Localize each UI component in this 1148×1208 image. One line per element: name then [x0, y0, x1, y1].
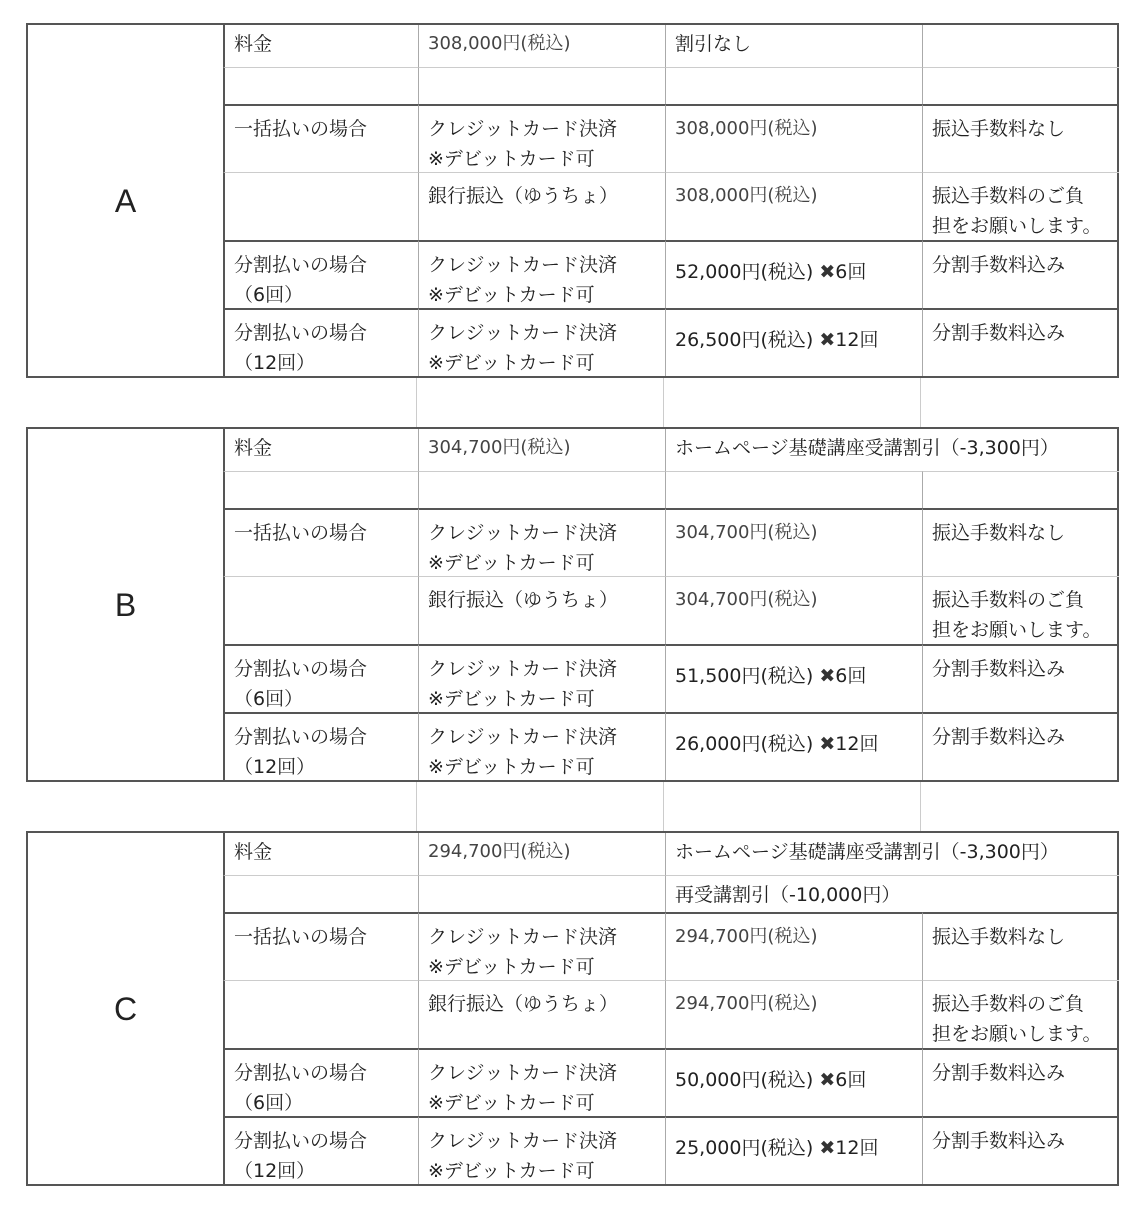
- empty-cell: [922, 471, 1119, 508]
- bank-note: [922, 172, 1119, 240]
- empty-cell: [223, 67, 418, 104]
- label-line: 分割払いの場合: [234, 658, 368, 680]
- lump-card-note: 振込手数料なし: [922, 508, 1119, 576]
- bank-transfer-method: 銀行振込（ゆうちょ）: [418, 172, 665, 240]
- label-line: （12回）: [234, 1160, 316, 1182]
- installment-note: 分割手数料込み: [922, 240, 1119, 308]
- card-line: クレジットカード決済: [428, 926, 617, 948]
- discount-label: ホームページ基礎講座受講割引（-3,300円）: [665, 429, 1119, 471]
- plan-letter: B: [114, 586, 137, 623]
- debit-note: ※デビットカード可: [428, 284, 595, 306]
- debit-note: ※デビットカード可: [428, 756, 595, 778]
- bank-note: [922, 576, 1119, 644]
- bank-transfer-method: 銀行振込（ゆうちょ）: [418, 980, 665, 1048]
- empty-cell: [418, 471, 665, 508]
- card-line: クレジットカード決済: [428, 522, 617, 544]
- fee-label: 料金: [223, 833, 418, 875]
- lump-sum-label: 一括払いの場合: [223, 104, 418, 172]
- label-line: 分割払いの場合: [234, 1062, 368, 1084]
- label-line: （12回）: [234, 352, 316, 374]
- credit-card-method: [418, 240, 665, 308]
- label-line: （6回）: [234, 688, 304, 710]
- empty-cell: [665, 67, 922, 104]
- bank-note-line: 振込手数料のご負: [932, 993, 1085, 1015]
- installment-12-price: [665, 1116, 922, 1184]
- lump-card-price: 304,700円(税込): [665, 508, 922, 576]
- lump-card-note: 振込手数料なし: [922, 912, 1119, 980]
- debit-note: ※デビットカード可: [428, 956, 595, 978]
- fee-label: 料金: [223, 429, 418, 471]
- installment-12-label: [223, 308, 418, 376]
- discount-label: 割引なし: [665, 25, 922, 67]
- bank-price: 304,700円(税込): [665, 576, 922, 644]
- card-line: クレジットカード決済: [428, 726, 617, 748]
- debit-note: ※デビットカード可: [428, 352, 595, 374]
- empty-cell: [922, 25, 1119, 67]
- fee-value: 304,700円(税込): [418, 429, 665, 471]
- empty-cell: [223, 980, 418, 1048]
- card-line: クレジットカード決済: [428, 1062, 617, 1084]
- bank-price: 308,000円(税込): [665, 172, 922, 240]
- discount-label-2: 再受講割引（-10,000円）: [665, 875, 1119, 912]
- installment-6-label: [223, 240, 418, 308]
- bank-note-line: 担をお願いします。: [932, 1023, 1102, 1045]
- credit-card-method: [418, 508, 665, 576]
- lump-sum-label: 一括払いの場合: [223, 508, 418, 576]
- plan-letter: C: [113, 990, 138, 1027]
- lump-card-price: 308,000円(税込): [665, 104, 922, 172]
- price-text: 51,500円(税込): [675, 665, 814, 687]
- debit-note: ※デビットカード可: [428, 148, 595, 170]
- label-line: （12回）: [234, 756, 316, 778]
- card-line: クレジットカード決済: [428, 658, 617, 680]
- plan-letter: A: [114, 182, 137, 219]
- label-line: 分割払いの場合: [234, 1130, 368, 1152]
- fee-value: 308,000円(税込): [418, 25, 665, 67]
- installment-note: 分割手数料込み: [922, 644, 1119, 712]
- card-line: クレジットカード決済: [428, 254, 617, 276]
- lump-sum-label: 一括払いの場合: [223, 912, 418, 980]
- debit-note: ※デビットカード可: [428, 688, 595, 710]
- installment-6-price: [665, 240, 922, 308]
- bank-price: 294,700円(税込): [665, 980, 922, 1048]
- installment-note: 分割手数料込み: [922, 712, 1119, 780]
- lump-card-price: 294,700円(税込): [665, 912, 922, 980]
- label-line: 分割払いの場合: [234, 322, 368, 344]
- installment-12-label: [223, 712, 418, 780]
- debit-note: ※デビットカード可: [428, 552, 595, 574]
- empty-cell: [223, 875, 418, 912]
- card-line: クレジットカード決済: [428, 118, 617, 140]
- installment-note: 分割手数料込み: [922, 308, 1119, 376]
- installment-6-label: [223, 1048, 418, 1116]
- bank-note-line: 担をお願いします。: [932, 215, 1102, 237]
- times-icon: ✖: [819, 733, 836, 755]
- price-text: 26,000円(税込): [675, 733, 814, 755]
- fee-label: 料金: [223, 25, 418, 67]
- label-line: （6回）: [234, 284, 304, 306]
- empty-cell: [665, 471, 922, 508]
- installment-note: 分割手数料込み: [922, 1116, 1119, 1184]
- bank-note-line: 担をお願いします。: [932, 619, 1102, 641]
- fee-value: 294,700円(税込): [418, 833, 665, 875]
- empty-cell: [223, 172, 418, 240]
- count-text: 12回: [835, 329, 879, 351]
- credit-card-method: [418, 912, 665, 980]
- count-text: 12回: [835, 733, 879, 755]
- empty-cell: [223, 576, 418, 644]
- bank-note: [922, 980, 1119, 1048]
- bank-transfer-method: 銀行振込（ゆうちょ）: [418, 576, 665, 644]
- times-icon: ✖: [819, 1069, 836, 1091]
- pricing-document: [26, 23, 1119, 1186]
- credit-card-method: [418, 1116, 665, 1184]
- price-text: 26,500円(税込): [675, 329, 814, 351]
- empty-cell: [418, 67, 665, 104]
- credit-card-method: [418, 644, 665, 712]
- table-gap: [26, 378, 1119, 427]
- installment-12-price: [665, 308, 922, 376]
- price-text: 25,000円(税込): [675, 1137, 814, 1159]
- card-line: クレジットカード決済: [428, 1130, 617, 1152]
- empty-cell: [223, 471, 418, 508]
- bank-note-line: 振込手数料のご負: [932, 185, 1085, 207]
- plan-table-a: [26, 23, 1119, 378]
- credit-card-method: [418, 104, 665, 172]
- plan-table-c: [26, 831, 1119, 1186]
- label-line: 分割払いの場合: [234, 254, 368, 276]
- price-text: 52,000円(税込): [675, 261, 814, 283]
- times-icon: ✖: [819, 1137, 836, 1159]
- empty-cell: [418, 875, 665, 912]
- times-icon: ✖: [819, 329, 836, 351]
- installment-6-price: [665, 1048, 922, 1116]
- credit-card-method: [418, 712, 665, 780]
- installment-12-label: [223, 1116, 418, 1184]
- count-text: 6回: [835, 1069, 867, 1091]
- installment-12-price: [665, 712, 922, 780]
- empty-cell: [922, 67, 1119, 104]
- price-text: 50,000円(税込): [675, 1069, 814, 1091]
- installment-note: 分割手数料込み: [922, 1048, 1119, 1116]
- installment-6-price: [665, 644, 922, 712]
- card-line: クレジットカード決済: [428, 322, 617, 344]
- table-gap: [26, 782, 1119, 831]
- debit-note: ※デビットカード可: [428, 1160, 595, 1182]
- lump-card-note: 振込手数料なし: [922, 104, 1119, 172]
- times-icon: ✖: [819, 261, 836, 283]
- label-line: （6回）: [234, 1092, 304, 1114]
- label-line: 分割払いの場合: [234, 726, 368, 748]
- count-text: 6回: [835, 261, 867, 283]
- credit-card-method: [418, 308, 665, 376]
- discount-label: ホームページ基礎講座受講割引（-3,300円）: [665, 833, 1119, 875]
- installment-6-label: [223, 644, 418, 712]
- times-icon: ✖: [819, 665, 836, 687]
- credit-card-method: [418, 1048, 665, 1116]
- count-text: 12回: [835, 1137, 879, 1159]
- bank-note-line: 振込手数料のご負: [932, 589, 1085, 611]
- plan-table-b: [26, 427, 1119, 782]
- count-text: 6回: [835, 665, 867, 687]
- debit-note: ※デビットカード可: [428, 1092, 595, 1114]
